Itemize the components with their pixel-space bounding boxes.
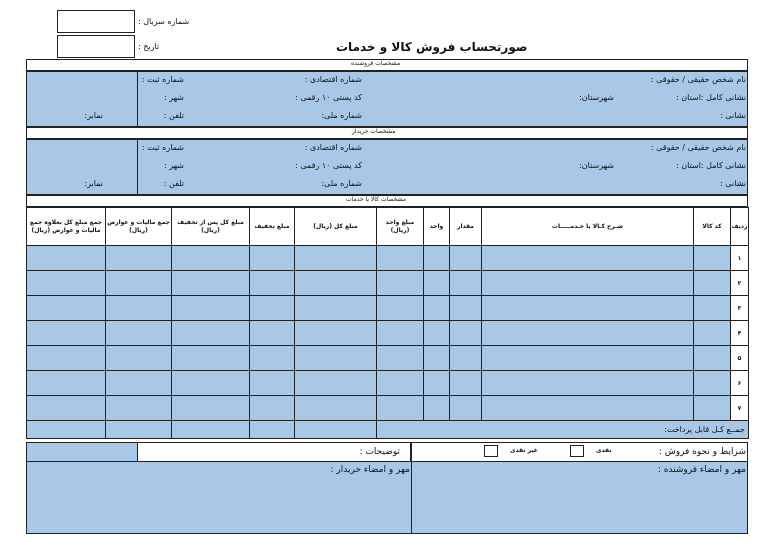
item-cell[interactable]	[106, 371, 172, 396]
row-number: ۱	[731, 246, 749, 271]
buyer-info-panel	[26, 139, 748, 195]
item-cell[interactable]	[377, 371, 424, 396]
item-cell[interactable]	[172, 346, 250, 371]
item-cell[interactable]	[250, 296, 295, 321]
items-table	[26, 207, 749, 439]
item-cell[interactable]	[377, 246, 424, 271]
col-description: شـرح کـالا یا خـدمـــــات	[482, 208, 694, 246]
noncash-checkbox[interactable]	[484, 445, 498, 457]
item-cell[interactable]	[106, 246, 172, 271]
item-cell[interactable]	[295, 271, 377, 296]
col-quantity: مقدار	[450, 208, 482, 246]
seller-address-label: نشانی :	[720, 111, 746, 120]
row-number: ۲	[731, 271, 749, 296]
item-cell[interactable]	[694, 321, 731, 346]
total-label-cell	[377, 421, 749, 439]
item-cell[interactable]	[482, 346, 694, 371]
cash-label: نقدی	[596, 447, 612, 454]
item-cell[interactable]	[482, 271, 694, 296]
item-cell[interactable]	[450, 321, 482, 346]
buyer-phone-label: تلفن :	[163, 179, 184, 188]
item-cell[interactable]	[172, 371, 250, 396]
notes-divider	[137, 442, 138, 462]
notes-input-area[interactable]	[27, 443, 137, 461]
seller-signature-label: مهر و امضاء فروشنده :	[657, 465, 746, 475]
item-cell[interactable]	[424, 271, 450, 296]
item-cell[interactable]	[450, 271, 482, 296]
total-grand-cell[interactable]	[27, 421, 106, 439]
item-cell[interactable]	[450, 346, 482, 371]
item-cell[interactable]	[27, 246, 106, 271]
total-amount-cell[interactable]	[295, 421, 377, 439]
table-row	[27, 246, 749, 271]
row-number: ۵	[731, 346, 749, 371]
item-cell[interactable]	[482, 396, 694, 421]
item-cell[interactable]	[424, 246, 450, 271]
item-cell[interactable]	[295, 371, 377, 396]
item-cell[interactable]	[172, 321, 250, 346]
item-cell[interactable]	[295, 246, 377, 271]
table-row	[27, 346, 749, 371]
item-cell[interactable]	[250, 271, 295, 296]
buyer-city-label: شهر :	[163, 161, 184, 170]
buyer-signature-label: مهر و امضاء خریدار :	[330, 465, 410, 475]
date-label: تاریخ :	[138, 42, 160, 51]
items-body	[27, 246, 749, 421]
item-cell[interactable]	[250, 396, 295, 421]
seller-info-panel	[26, 71, 748, 127]
item-cell[interactable]	[424, 321, 450, 346]
seller-name-label: نام شخص حقیقی / حقوقی :	[650, 75, 746, 84]
col-grand-total: جمع مبلغ کل بعلاوه جمع مالیات و عوارض (ریال)	[27, 208, 106, 246]
item-cell[interactable]	[27, 321, 106, 346]
item-cell[interactable]	[250, 246, 295, 271]
item-cell[interactable]	[694, 346, 731, 371]
items-section-title: مشخصات کالا یا خدمات	[346, 196, 406, 203]
buyer-fax-label: نمابر:	[84, 179, 103, 188]
notes-label: توضیحات :	[359, 447, 400, 457]
item-cell[interactable]	[377, 271, 424, 296]
item-cell[interactable]	[424, 296, 450, 321]
row-number: ۳	[731, 296, 749, 321]
item-cell[interactable]	[27, 346, 106, 371]
item-cell[interactable]	[172, 271, 250, 296]
seller-county-label: شهرستان:	[579, 93, 614, 102]
row-number: ۷	[731, 396, 749, 421]
seller-national-label: شماره ملی:	[321, 111, 362, 120]
buyer-section-title: مشخصات خریدار	[352, 128, 396, 135]
total-discount-cell[interactable]	[250, 421, 295, 439]
item-cell[interactable]	[450, 296, 482, 321]
col-row-number: ردیف	[731, 208, 749, 246]
col-item-code: کد کالا	[694, 208, 731, 246]
col-unit: واحد	[424, 208, 450, 246]
item-cell[interactable]	[424, 346, 450, 371]
item-cell[interactable]	[377, 296, 424, 321]
item-cell[interactable]	[172, 246, 250, 271]
seller-address-full-label: نشانی کامل :استان :	[676, 93, 746, 102]
table-row	[27, 296, 749, 321]
seller-postal-label: کد پستی ۱۰ رقمی :	[295, 93, 362, 102]
item-cell[interactable]	[295, 396, 377, 421]
buyer-reg-label: شماره ثبت :	[141, 143, 184, 152]
item-cell[interactable]	[377, 321, 424, 346]
item-cell[interactable]	[694, 296, 731, 321]
item-cell[interactable]	[106, 346, 172, 371]
buyer-national-label: شماره ملی:	[321, 179, 362, 188]
cash-checkbox[interactable]	[570, 445, 584, 457]
item-cell[interactable]	[250, 321, 295, 346]
table-row	[27, 371, 749, 396]
buyer-address-label: نشانی :	[720, 179, 746, 188]
seller-reg-label: شماره ثبت :	[141, 75, 184, 84]
item-cell[interactable]	[482, 371, 694, 396]
item-cell[interactable]	[172, 396, 250, 421]
item-cell[interactable]	[250, 346, 295, 371]
buyer-postal-label: کد پستی ۱۰ رقمی :	[295, 161, 362, 170]
date-field[interactable]	[57, 35, 135, 58]
item-cell[interactable]	[250, 371, 295, 396]
serial-number-label: شماره سریال :	[138, 17, 190, 26]
item-cell[interactable]	[482, 296, 694, 321]
buyer-economic-label: شماره اقتصادی :	[304, 143, 362, 152]
sale-terms-label: شرایط و نحوه فروش :	[658, 447, 746, 457]
row-number: ۴	[731, 321, 749, 346]
item-cell[interactable]	[482, 246, 694, 271]
seller-section-title: مشخصات فروشنده	[351, 60, 401, 67]
item-cell[interactable]	[106, 396, 172, 421]
item-cell[interactable]	[450, 371, 482, 396]
seller-phone-label: تلفن :	[163, 111, 184, 120]
item-cell[interactable]	[450, 246, 482, 271]
item-cell[interactable]	[295, 346, 377, 371]
item-cell[interactable]	[377, 346, 424, 371]
seller-economic-label: شماره اقتصادی :	[304, 75, 362, 84]
col-discount: مبلغ تخفیف	[250, 208, 295, 246]
buyer-name-label: نام شخص حقیقی / حقوقی :	[650, 143, 746, 152]
seller-city-label: شهر :	[163, 93, 184, 102]
item-cell[interactable]	[694, 271, 731, 296]
item-cell[interactable]	[27, 296, 106, 321]
item-cell[interactable]	[27, 271, 106, 296]
col-unit-price: مبلغ واحد (ریال)	[377, 208, 424, 246]
item-cell[interactable]	[482, 321, 694, 346]
item-cell[interactable]	[27, 371, 106, 396]
item-cell[interactable]	[694, 396, 731, 421]
item-cell[interactable]	[106, 321, 172, 346]
item-cell[interactable]	[106, 296, 172, 321]
col-after-discount: مبلغ کل پس از تخفیف (ریال)	[172, 208, 250, 246]
item-cell[interactable]	[377, 396, 424, 421]
total-label: جمــع کـل قابل پرداخت:	[664, 425, 745, 434]
item-cell[interactable]	[694, 246, 731, 271]
total-after-discount-cell[interactable]	[172, 421, 250, 439]
invoice-title: صورتحساب فروش کالا و خدمات	[336, 40, 528, 54]
item-cell[interactable]	[450, 396, 482, 421]
item-cell[interactable]	[694, 371, 731, 396]
noncash-label: غیر نقدی	[510, 447, 538, 454]
seller-fax-label: نمابر:	[84, 111, 103, 120]
item-cell[interactable]	[295, 321, 377, 346]
col-total-amount: مبلغ کل (ریال)	[295, 208, 377, 246]
serial-number-field[interactable]	[57, 10, 135, 33]
table-row	[27, 396, 749, 421]
total-row	[27, 421, 749, 439]
buyer-address-full-label: نشانی کامل :استان :	[676, 161, 746, 170]
buyer-divider	[137, 139, 138, 195]
row-number: ۶	[731, 371, 749, 396]
item-cell[interactable]	[424, 396, 450, 421]
table-row	[27, 271, 749, 296]
buyer-county-label: شهرستان:	[579, 161, 614, 170]
total-tax-cell[interactable]	[106, 421, 172, 439]
item-cell[interactable]	[295, 296, 377, 321]
col-tax: جمع مالیات و عوارض (ریال)	[106, 208, 172, 246]
table-row	[27, 321, 749, 346]
item-cell[interactable]	[424, 371, 450, 396]
item-cell[interactable]	[106, 271, 172, 296]
item-cell[interactable]	[172, 296, 250, 321]
item-cell[interactable]	[27, 396, 106, 421]
seller-divider	[137, 71, 138, 127]
